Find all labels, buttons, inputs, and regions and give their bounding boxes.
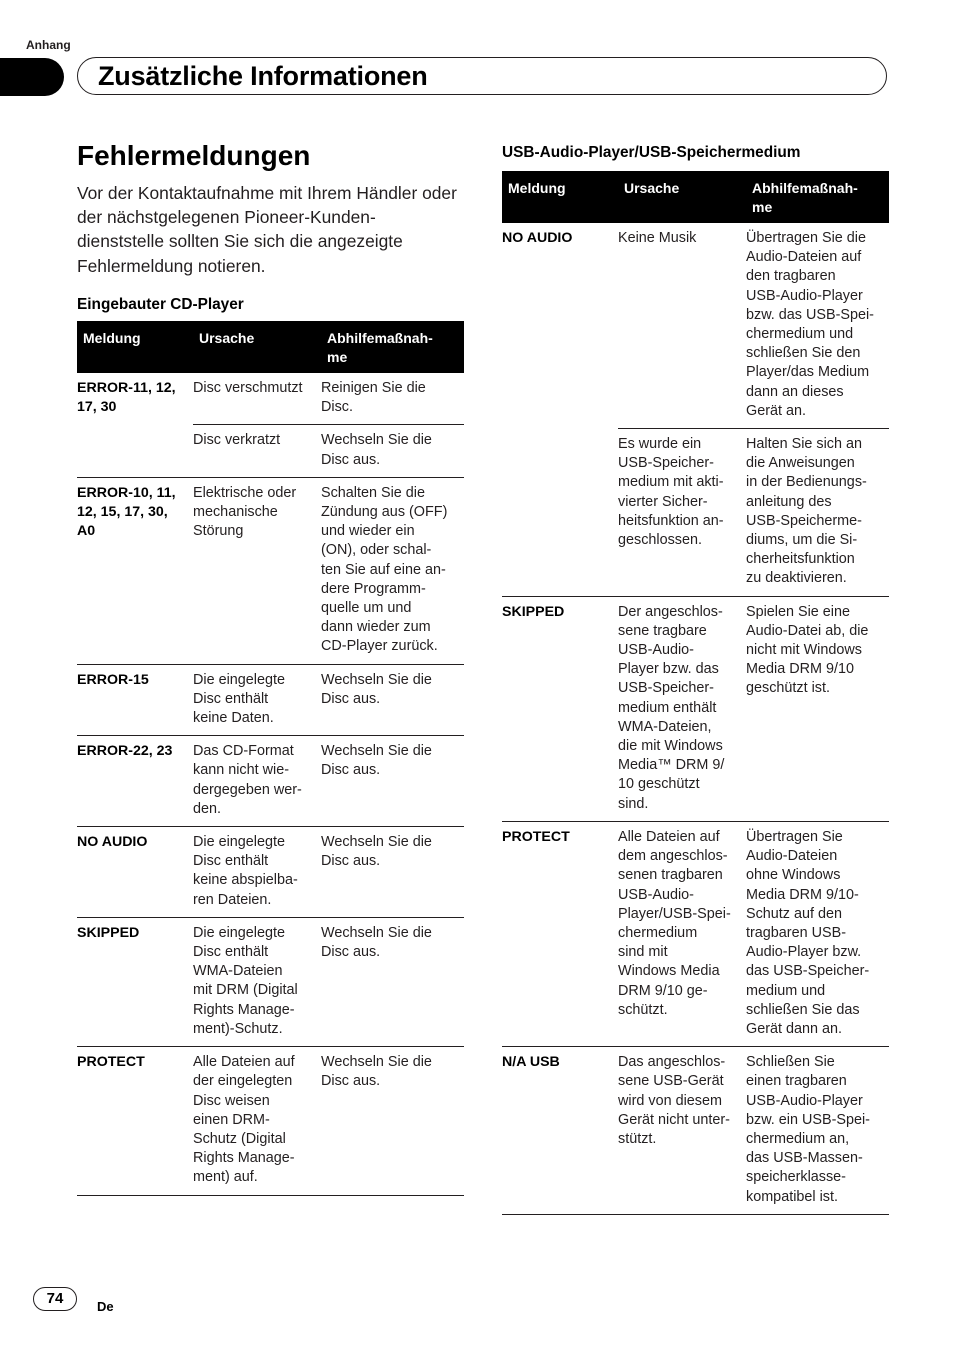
- table-row: [77, 424, 464, 476]
- cell-ursache: Disc verschmutzt: [193, 380, 303, 396]
- table-row: [77, 664, 464, 736]
- cell-abhilfe: Schließen Sie einen tragbaren USB-Audio-Player bzw. ein USB-Spei- chermedium an, das USB-Massen- speicherklasse- kompatibel ist.: [746, 1046, 889, 1214]
- column-header-meldung: Meldung: [83, 330, 141, 346]
- chapter-header: [77, 57, 887, 95]
- column-header-abhilfe: Abhilfemaßnah- me: [327, 330, 433, 365]
- cd-table-title: Eingebauter CD-Player: [77, 296, 244, 313]
- cell-ursache: Disc verkratzt: [193, 424, 321, 476]
- cell-ursache: Das CD-Format kann nicht wie- dergegeben wer- den.: [193, 735, 321, 826]
- table-header-row: [77, 321, 464, 373]
- table-row: [502, 428, 889, 596]
- cell-ursache: Elektrische oder mechanische Störung: [193, 477, 321, 664]
- cell-ursache: Alle Dateien auf der eingelegten Disc weisen einen DRM- Schutz (Digital Rights Manage- ment) auf.: [193, 1046, 321, 1194]
- table-row: [502, 821, 889, 1046]
- cell-ursache: Die eingelegte Disc enthält keine abspielba- ren Dateien.: [193, 826, 321, 917]
- cell-meldung: [77, 424, 193, 476]
- cell-abhilfe: Übertragen Sie die Audio-Dateien auf den tragbaren USB-Audio-Player bzw. das USB-Spei- chermedium und schließen Sie den Player/das Medium dann an dieses Gerät an.: [746, 230, 874, 419]
- cell-meldung: SKIPPED: [502, 596, 618, 821]
- cell-meldung: ERROR-15: [77, 664, 193, 736]
- table-row: [77, 373, 464, 424]
- cell-ursache: Die eingelegte Disc enthält WMA-Dateien mit DRM (Digital Rights Manage- ment)-Schutz.: [193, 917, 321, 1046]
- table-row: [77, 917, 464, 1046]
- cell-ursache: Keine Musik: [618, 230, 697, 246]
- cell-abhilfe: Spielen Sie eine Audio-Datei ab, die nicht mit Windows Media DRM 9/10 geschützt ist.: [746, 596, 889, 821]
- cell-meldung: PROTECT: [77, 1046, 193, 1194]
- usb-error-table: [502, 171, 889, 1215]
- column-header-meldung: Meldung: [508, 180, 566, 196]
- section-tab-marker: [0, 58, 64, 96]
- cell-abhilfe: Wechseln Sie die Disc aus.: [321, 735, 464, 826]
- section-label: Anhang: [26, 38, 71, 52]
- column-header-ursache: Ursache: [624, 180, 680, 196]
- cell-abhilfe: Wechseln Sie die Disc aus.: [321, 1046, 464, 1194]
- table-row: [502, 596, 889, 821]
- cd-error-table: [77, 321, 464, 1196]
- cell-ursache: Das angeschlos- sene USB-Gerät wird von diesem Gerät nicht unter- stützt.: [618, 1046, 746, 1214]
- table-row: [77, 826, 464, 917]
- usb-table-title: USB-Audio-Player/USB-Speichermedium: [502, 144, 801, 161]
- language-code: De: [97, 1299, 114, 1314]
- cell-meldung: ERROR-10, 11, 12, 15, 17, 30, A0: [77, 477, 193, 664]
- table-row: [502, 1046, 889, 1215]
- cell-meldung: ERROR-22, 23: [77, 735, 193, 826]
- cell-abhilfe: Wechseln Sie die Disc aus.: [321, 424, 464, 476]
- cell-ursache: Der angeschlos- sene tragbare USB-Audio- Player bzw. das USB-Speicher- medium enthält WMA-Dateien, die mit Windows Media™ DRM 9/ 10 geschützt sind.: [618, 596, 746, 821]
- table-header-row: [502, 171, 889, 223]
- cell-meldung: NO AUDIO: [502, 230, 573, 246]
- page-title: Fehlermeldungen: [77, 140, 311, 171]
- cell-abhilfe: Wechseln Sie die Disc aus.: [321, 664, 464, 736]
- table-row: [502, 223, 889, 428]
- table-row: [77, 735, 464, 826]
- cell-abhilfe: Schalten Sie die Zündung aus (OFF) und wieder ein (ON), oder schal- ten Sie auf eine an- dere Programm- quelle um und dann wieder zum CD-Player zurück.: [321, 477, 464, 664]
- cell-ursache: Alle Dateien auf dem angeschlos- senen tragbaren USB-Audio- Player/USB-Spei- chermedium sind mit Windows Media DRM 9/10 ge- schützt.: [618, 821, 746, 1046]
- intro-paragraph: Vor der Kontaktaufnahme mit Ihrem Händler oder der nächstgelegenen Pioneer-Kunden-dienststelle sollten Sie sich die angezeigte Fehlermeldung notieren.: [77, 183, 457, 276]
- column-header-abhilfe: Abhilfemaßnah- me: [752, 180, 858, 215]
- cell-meldung: N/A USB: [502, 1046, 618, 1214]
- cell-ursache: Es wurde ein USB-Speicher- medium mit akti- vierter Sicher- heitsfunktion an- geschlossen.: [618, 428, 746, 596]
- table-row: [77, 477, 464, 664]
- cell-meldung: [502, 428, 618, 596]
- cell-meldung: NO AUDIO: [77, 826, 193, 917]
- cell-abhilfe: Wechseln Sie die Disc aus.: [321, 917, 464, 1046]
- table-row: [77, 1046, 464, 1195]
- cell-meldung: ERROR-11, 12, 17, 30: [77, 380, 176, 416]
- cell-ursache: Die eingelegte Disc enthält keine Daten.: [193, 664, 321, 736]
- column-header-ursache: Ursache: [199, 330, 255, 346]
- chapter-title: Zusätzliche Informationen: [98, 61, 428, 91]
- cell-meldung: PROTECT: [502, 821, 618, 1046]
- cell-abhilfe: Reinigen Sie die Disc.: [321, 380, 426, 416]
- cell-abhilfe: Wechseln Sie die Disc aus.: [321, 826, 464, 917]
- cell-abhilfe: Halten Sie sich an die Anweisungen in der Bedienungs- anleitung des USB-Speicherme- diums, um die Si- cherheitsfunktion zu deaktivieren.: [746, 428, 889, 596]
- cell-meldung: SKIPPED: [77, 917, 193, 1046]
- cell-abhilfe: Übertragen Sie Audio-Dateien ohne Windows Media DRM 9/10- Schutz auf den tragbaren USB- Audio-Player bzw. das USB-Speicher- medium und schließen Sie das Gerät dann an.: [746, 821, 889, 1046]
- page-number: 74: [33, 1287, 77, 1311]
